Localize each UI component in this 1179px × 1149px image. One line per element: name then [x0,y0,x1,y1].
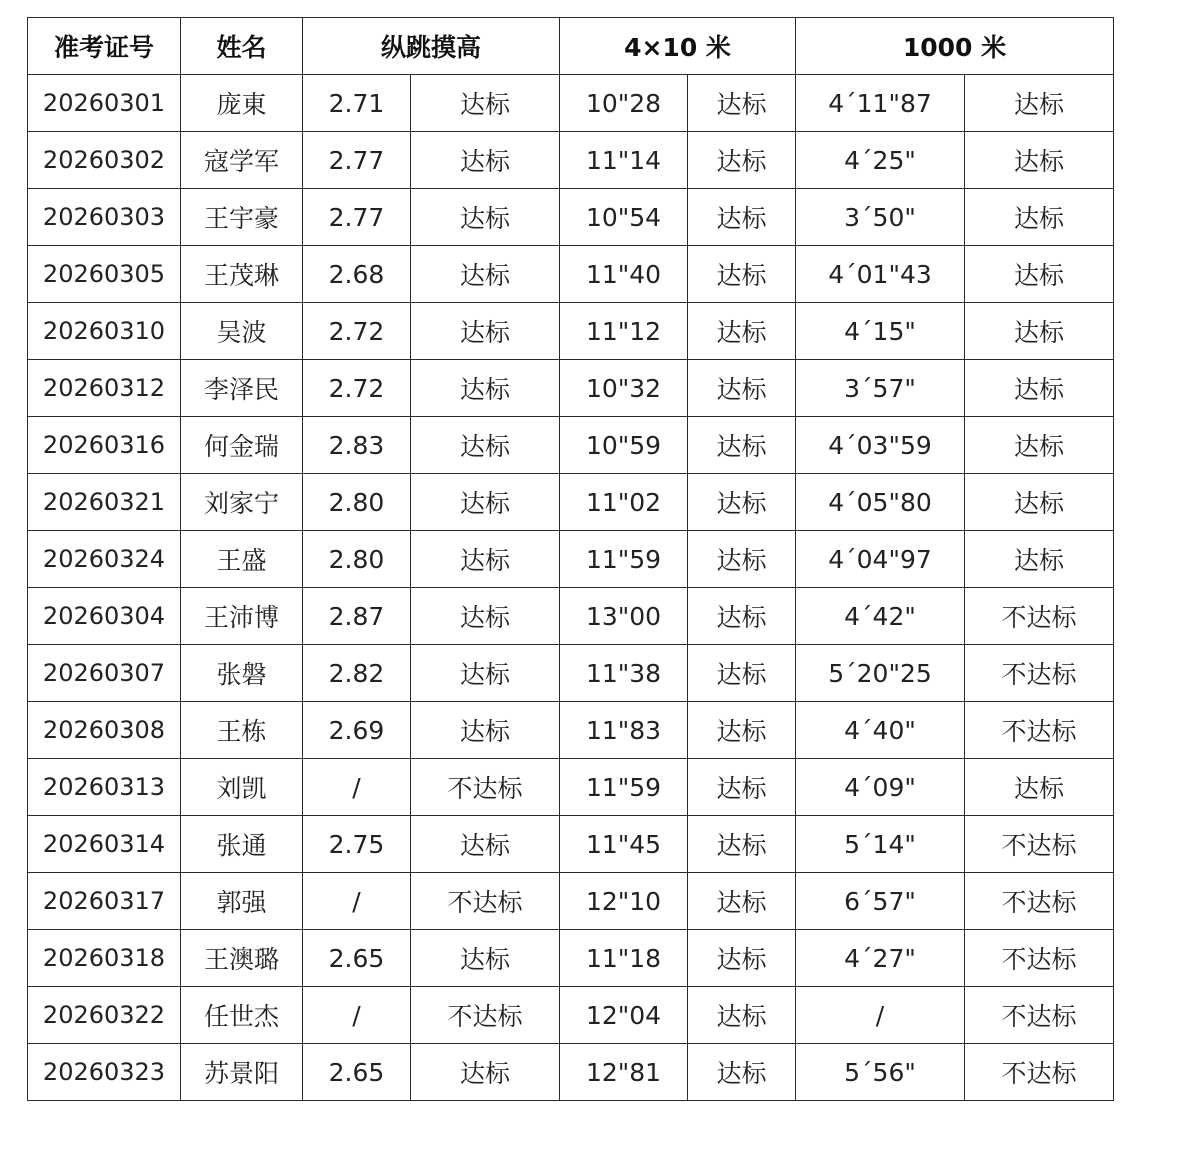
header-vertical-jump: 纵跳摸高 [303,18,560,75]
run-time-cell: 4´04"97 [796,531,965,588]
table-row [28,645,1114,702]
shuttle-status-cell: 达标 [688,303,796,360]
run-time-cell: 6´57" [796,873,965,930]
exam-id-cell: 20260314 [28,816,181,873]
header-name: 姓名 [181,18,303,75]
jump-score-cell: 2.77 [303,189,411,246]
run-status-cell: 达标 [965,474,1114,531]
table-row [28,246,1114,303]
run-status-cell: 不达标 [965,1044,1114,1101]
jump-score-cell: 2.72 [303,360,411,417]
shuttle-time-cell: 13"00 [560,588,688,645]
run-status-cell: 不达标 [965,702,1114,759]
shuttle-status-cell: 达标 [688,189,796,246]
name-cell: 吴波 [181,303,303,360]
run-time-cell: 4´25" [796,132,965,189]
shuttle-time-cell: 11"02 [560,474,688,531]
exam-id-cell: 20260312 [28,360,181,417]
jump-score-cell: 2.77 [303,132,411,189]
jump-status-cell: 达标 [411,303,560,360]
header-shuttle-run: 4×10 米 [560,18,796,75]
table-row [28,930,1114,987]
name-cell: 王宇豪 [181,189,303,246]
exam-id-cell: 20260304 [28,588,181,645]
jump-score-cell: 2.72 [303,303,411,360]
shuttle-time-cell: 10"59 [560,417,688,474]
table-row [28,303,1114,360]
header-exam-id: 准考证号 [28,18,181,75]
run-time-cell: 3´57" [796,360,965,417]
jump-status-cell: 达标 [411,930,560,987]
name-cell: 王茂琳 [181,246,303,303]
exam-id-cell: 20260308 [28,702,181,759]
shuttle-time-cell: 11"38 [560,645,688,702]
run-time-cell: 5´14" [796,816,965,873]
shuttle-status-cell: 达标 [688,132,796,189]
jump-score-cell: 2.82 [303,645,411,702]
jump-status-cell: 不达标 [411,873,560,930]
run-time-cell: 4´15" [796,303,965,360]
shuttle-status-cell: 达标 [688,873,796,930]
shuttle-status-cell: 达标 [688,645,796,702]
exam-id-cell: 20260317 [28,873,181,930]
name-cell: 张通 [181,816,303,873]
name-cell: 张磐 [181,645,303,702]
jump-score-cell: 2.80 [303,531,411,588]
shuttle-status-cell: 达标 [688,360,796,417]
shuttle-status-cell: 达标 [688,759,796,816]
exam-id-cell: 20260321 [28,474,181,531]
shuttle-status-cell: 达标 [688,531,796,588]
exam-id-cell: 20260324 [28,531,181,588]
jump-status-cell: 达标 [411,816,560,873]
exam-id-cell: 20260307 [28,645,181,702]
run-time-cell: 4´05"80 [796,474,965,531]
jump-status-cell: 达标 [411,360,560,417]
shuttle-status-cell: 达标 [688,816,796,873]
name-cell: 王沛博 [181,588,303,645]
jump-score-cell: 2.71 [303,75,411,132]
exam-id-cell: 20260316 [28,417,181,474]
shuttle-time-cell: 12"10 [560,873,688,930]
jump-status-cell: 不达标 [411,759,560,816]
name-cell: 任世杰 [181,987,303,1044]
jump-status-cell: 达标 [411,246,560,303]
table-row [28,417,1114,474]
name-cell: 李泽民 [181,360,303,417]
table-row [28,1044,1114,1101]
shuttle-status-cell: 达标 [688,702,796,759]
run-status-cell: 达标 [965,132,1114,189]
jump-score-cell: / [303,759,411,816]
shuttle-status-cell: 达标 [688,588,796,645]
shuttle-time-cell: 11"59 [560,531,688,588]
exam-id-cell: 20260313 [28,759,181,816]
run-status-cell: 达标 [965,303,1114,360]
shuttle-time-cell: 11"14 [560,132,688,189]
shuttle-status-cell: 达标 [688,930,796,987]
jump-status-cell: 达标 [411,645,560,702]
jump-status-cell: 达标 [411,189,560,246]
shuttle-status-cell: 达标 [688,474,796,531]
run-status-cell: 不达标 [965,645,1114,702]
table-row [28,474,1114,531]
table-row [28,531,1114,588]
shuttle-time-cell: 10"32 [560,360,688,417]
run-time-cell: 5´56" [796,1044,965,1101]
jump-status-cell: 达标 [411,75,560,132]
exam-id-cell: 20260318 [28,930,181,987]
shuttle-status-cell: 达标 [688,987,796,1044]
exam-id-cell: 20260303 [28,189,181,246]
run-status-cell: 不达标 [965,987,1114,1044]
score-table [27,17,1114,1101]
shuttle-status-cell: 达标 [688,75,796,132]
run-time-cell: 4´42" [796,588,965,645]
name-cell: 王栋 [181,702,303,759]
run-status-cell: 不达标 [965,816,1114,873]
jump-status-cell: 达标 [411,1044,560,1101]
table-row [28,75,1114,132]
name-cell: 郭强 [181,873,303,930]
run-status-cell: 达标 [965,360,1114,417]
jump-score-cell: 2.87 [303,588,411,645]
jump-score-cell: 2.75 [303,816,411,873]
header-1000m-run: 1000 米 [796,18,1114,75]
shuttle-time-cell: 10"28 [560,75,688,132]
name-cell: 刘凯 [181,759,303,816]
table-row [28,816,1114,873]
shuttle-time-cell: 11"40 [560,246,688,303]
name-cell: 王澳璐 [181,930,303,987]
table-row [28,132,1114,189]
shuttle-time-cell: 12"04 [560,987,688,1044]
table-row [28,873,1114,930]
run-status-cell: 达标 [965,189,1114,246]
run-status-cell: 达标 [965,531,1114,588]
jump-score-cell: 2.65 [303,1044,411,1101]
run-status-cell: 达标 [965,417,1114,474]
run-status-cell: 不达标 [965,930,1114,987]
name-cell: 王盛 [181,531,303,588]
shuttle-time-cell: 11"83 [560,702,688,759]
run-status-cell: 不达标 [965,588,1114,645]
shuttle-time-cell: 10"54 [560,189,688,246]
shuttle-status-cell: 达标 [688,246,796,303]
jump-status-cell: 达标 [411,474,560,531]
shuttle-status-cell: 达标 [688,1044,796,1101]
exam-id-cell: 20260322 [28,987,181,1044]
table-header [28,18,1114,75]
run-time-cell: 4´27" [796,930,965,987]
run-status-cell: 达标 [965,759,1114,816]
name-cell: 何金瑞 [181,417,303,474]
table-row [28,588,1114,645]
table-row [28,360,1114,417]
run-time-cell: 4´11"87 [796,75,965,132]
jump-status-cell: 达标 [411,531,560,588]
jump-status-cell: 不达标 [411,987,560,1044]
run-time-cell: 4´01"43 [796,246,965,303]
jump-score-cell: 2.69 [303,702,411,759]
table-body [28,75,1114,1101]
jump-score-cell: / [303,873,411,930]
name-cell: 寇学军 [181,132,303,189]
jump-score-cell: 2.68 [303,246,411,303]
run-time-cell: 4´03"59 [796,417,965,474]
run-status-cell: 达标 [965,75,1114,132]
shuttle-time-cell: 11"12 [560,303,688,360]
run-time-cell: 4´09" [796,759,965,816]
jump-score-cell: / [303,987,411,1044]
jump-status-cell: 达标 [411,132,560,189]
jump-status-cell: 达标 [411,417,560,474]
jump-status-cell: 达标 [411,588,560,645]
name-cell: 苏景阳 [181,1044,303,1101]
jump-score-cell: 2.65 [303,930,411,987]
exam-id-cell: 20260301 [28,75,181,132]
exam-id-cell: 20260323 [28,1044,181,1101]
exam-id-cell: 20260305 [28,246,181,303]
shuttle-time-cell: 11"18 [560,930,688,987]
exam-id-cell: 20260302 [28,132,181,189]
table-row [28,702,1114,759]
header-row [28,18,1114,75]
run-status-cell: 达标 [965,246,1114,303]
shuttle-time-cell: 11"45 [560,816,688,873]
table-row [28,189,1114,246]
run-time-cell: 4´40" [796,702,965,759]
shuttle-status-cell: 达标 [688,417,796,474]
table-row [28,987,1114,1044]
run-time-cell: 3´50" [796,189,965,246]
jump-score-cell: 2.83 [303,417,411,474]
name-cell: 庞東 [181,75,303,132]
table-row [28,759,1114,816]
shuttle-time-cell: 12"81 [560,1044,688,1101]
exam-id-cell: 20260310 [28,303,181,360]
run-status-cell: 不达标 [965,873,1114,930]
run-time-cell: / [796,987,965,1044]
name-cell: 刘家宁 [181,474,303,531]
shuttle-time-cell: 11"59 [560,759,688,816]
jump-score-cell: 2.80 [303,474,411,531]
run-time-cell: 5´20"25 [796,645,965,702]
jump-status-cell: 达标 [411,702,560,759]
